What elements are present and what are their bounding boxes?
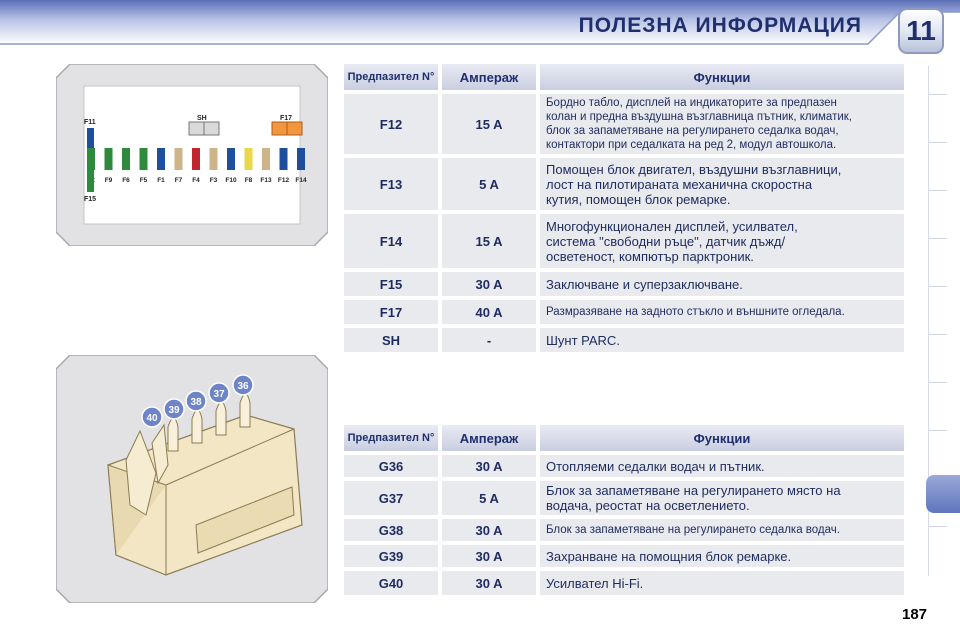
fuse-functions [540,272,904,296]
function-line: Размразяване на задното стъкло и външните огледала. [546,306,845,318]
fuse-amperage: - [442,328,536,352]
page-title: ПОЛЕЗНА ИНФОРМАЦИЯ [578,14,862,37]
function-line: водача, реостат на осветлението. [546,498,750,513]
fuse-functions [540,545,904,567]
fuse-id: G38 [344,519,438,541]
fuse-f13 [262,148,270,170]
fuse-label-f15: F15 [84,196,97,203]
fuse-amperage: 30 A [442,571,536,595]
fuse-functions [540,481,904,515]
fuse-functions [540,571,904,595]
fuse-table-bottom [344,425,904,597]
function-line: Усилвател Hi-Fi. [546,575,644,591]
fuse-f14 [297,148,305,170]
relay-label-37: 37 [213,389,225,400]
fuse-id: F15 [344,272,438,296]
header-functions: Функции [540,425,904,451]
header-fuse-number: Предпазител N° [344,64,438,90]
function-line: Многофункционален дисплей, усилвател, [546,218,798,234]
table-row [344,300,904,324]
tab-divider [929,190,947,191]
table-row [344,158,904,210]
fuse-id: G37 [344,481,438,515]
fuse-label-f11: F11 [84,119,96,126]
fuse-label-f3: F3 [209,177,218,184]
fuse-amperage: 15 A [442,94,536,154]
table-row [344,571,904,595]
tab-divider [929,430,947,431]
fuse-f3 [210,148,218,170]
fuse-id: G39 [344,545,438,567]
function-line: Заключване и суперзаключване. [546,276,743,292]
fuse-functions [540,519,904,541]
fuse-label-f8: F8 [244,177,253,184]
fuse-amperage: 30 A [442,545,536,567]
fuse-label-f4: F4 [192,177,200,184]
fuse-f5 [140,148,148,170]
table-row [344,214,904,268]
fuse-id: F14 [344,214,438,268]
table-row [344,545,904,567]
relay-label-38: 38 [190,397,202,408]
fuse-amperage: 30 A [442,272,536,296]
relay-block-illustration [56,355,328,603]
fuse-label-f12: F12 [277,177,290,184]
fuse-label-f7: F7 [174,177,183,184]
relay-label-40: 40 [146,413,158,424]
fuse-f12 [280,148,288,170]
tab-divider [929,94,947,95]
fuse-label-sh: SH [197,115,207,122]
fuse-label-f1: F1 [157,177,165,184]
function-line: Шунт PARC. [546,332,620,348]
fuse-id: G40 [344,571,438,595]
active-chapter-tab [926,475,960,513]
fuse-amperage: 40 A [442,300,536,324]
fuse-amperage: 5 A [442,481,536,515]
table-row [344,94,904,154]
fuse-label-f13: F13 [260,177,272,184]
relay-label-39: 39 [168,405,180,416]
fuse-label-f14: F14 [295,177,307,184]
fuse-label-f10: F10 [225,177,237,184]
function-line: колан и предна въздушна възглавница пътник, климатик, [546,111,852,123]
header-functions: Функции [540,64,904,90]
tab-divider [929,142,947,143]
function-line: блок за запаметяване на регулирането седалка водач, [546,125,839,137]
fuse-f1 [157,148,165,170]
fuse-f6 [122,148,130,170]
tab-divider [929,382,947,383]
function-line: Отопляеми седалки водач и пътник. [546,458,765,474]
fuse-f7 [175,148,183,170]
fuse-box-illustration [56,64,328,246]
function-line: контактори при седалката на ред 2, модул автошкола. [546,139,837,151]
fuse-label-f6: F6 [122,177,130,184]
chapter-number-badge: 11 [898,8,944,54]
fuse-f8 [245,148,253,170]
fuse-id: F12 [344,94,438,154]
fuse-box-diagram [56,64,328,246]
fuse-id: G36 [344,455,438,477]
function-line: лост на пилотираната механична скоростна [546,176,813,192]
header-banner [0,0,960,48]
tab-divider [929,334,947,335]
table-header-row [344,64,904,90]
fuse-functions [540,158,904,210]
relay-label-36: 36 [237,381,249,392]
function-line: осветеност, компютър парктроник. [546,248,754,264]
header-amperage: Ампераж [442,64,536,90]
header-fuse-number: Предпазител N° [344,425,438,451]
fuse-id: SH [344,328,438,352]
fuse-f4 [192,148,200,170]
fuse-amperage: 30 A [442,455,536,477]
function-line: Блок за запаметяване на регулирането място на [546,483,841,498]
tab-divider [929,238,947,239]
fuse-amperage: 15 A [442,214,536,268]
fuse-f2 [87,148,95,170]
fuse-label-f17: F17 [280,115,293,122]
fuse-label-f9: F9 [104,177,113,184]
tab-divider [929,526,947,527]
fuse-functions [540,214,904,268]
function-line: Захранване на помощния блок ремарке. [546,548,792,564]
page-number: 187 [902,606,928,623]
table-row [344,328,904,352]
fuse-table-top [344,64,904,354]
fuse-functions [540,300,904,324]
relay-block-diagram [56,355,328,603]
table-row [344,481,904,515]
fuse-f10 [227,148,235,170]
table-row [344,455,904,477]
fuse-functions [540,328,904,352]
function-line: Блок за запаметяване на регулирането седалка водач. [546,524,840,536]
table-header-row [344,425,904,451]
tab-divider [929,286,947,287]
fuse-id: F13 [344,158,438,210]
function-line: Помощен блок двигател, въздушни възглавници, [546,161,842,177]
header-amperage: Ампераж [442,425,536,451]
fuse-id: F17 [344,300,438,324]
function-line: Бордно табло, дисплей на индикаторите за предпазен [546,97,837,109]
fuse-functions [540,455,904,477]
fuse-f9 [105,148,113,170]
fuse-amperage: 5 A [442,158,536,210]
fuse-f15 [87,170,94,192]
fuse-amperage: 30 A [442,519,536,541]
fuse-label-f5: F5 [139,177,148,184]
table-row [344,272,904,296]
function-line: кутия, помощен блок ремарке. [546,191,731,207]
table-row [344,519,904,541]
fuse-functions [540,94,904,154]
function-line: система "свободни ръце", датчик дъжд/ [546,233,786,249]
